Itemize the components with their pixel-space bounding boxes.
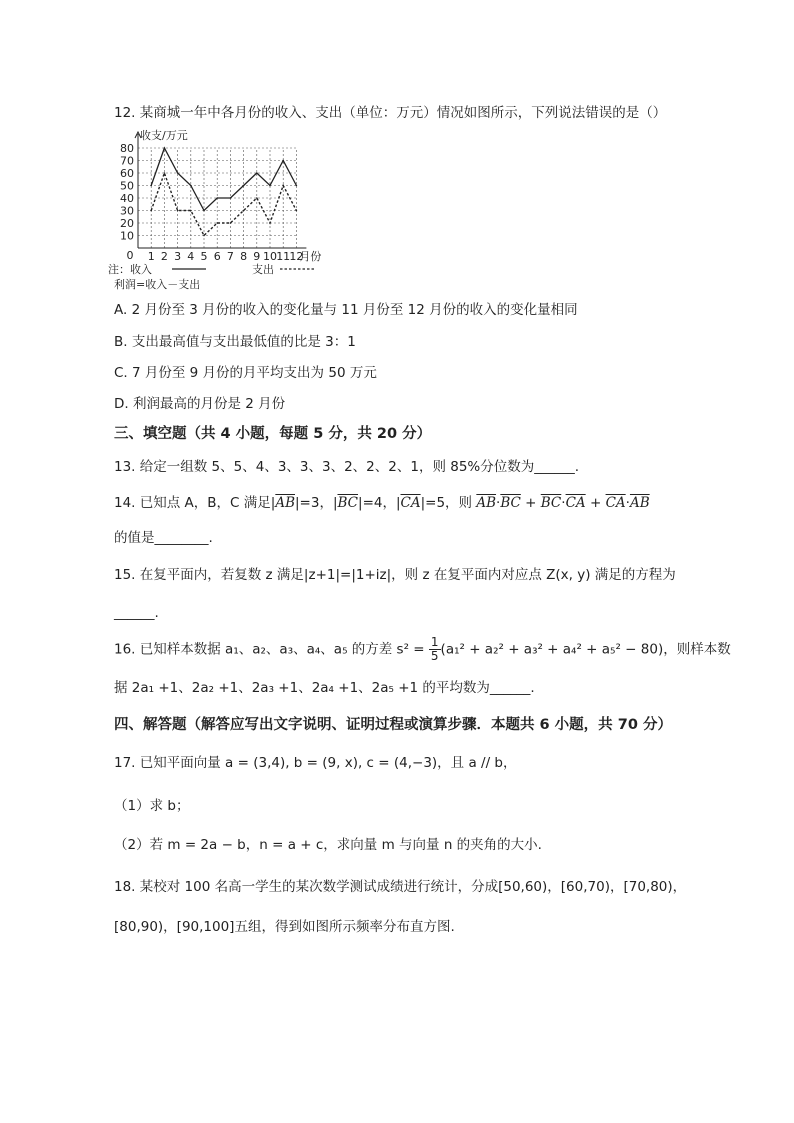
data-point [164,147,166,149]
x-tick-label: 9 [253,250,261,263]
x-tick-label: 3 [174,250,182,263]
q13-text: 13. 给定一组数 5、5、4、3、3、3、2、2、2、1，则 85%分位数为______. [114,459,580,475]
q14-prefix: 14. 已知点 A，B，C 满足| [114,495,276,511]
fraction-one-fifth [429,636,441,663]
y-tick-label: 20 [120,217,134,230]
series-expense-line [151,173,296,236]
series-income-line [151,148,296,211]
data-point [190,185,192,187]
data-point [177,210,179,212]
data-point [216,222,218,224]
q12-stem: 12. 某商城一年中各月份的收入、支出（单位：万元）情况如图所示，下列说法错误的是（） [114,105,667,121]
q12-option-b: B. 支出最高值与支出最低值的比是 3：1 [114,334,356,350]
note-income-label: 注：收入 [108,263,152,276]
vec-ca: $\overline{CA}$ [400,495,421,511]
x-tick-label: 1 [147,250,155,263]
q14-eq4: |=4，| [358,495,401,511]
x-tick-label: 12 [289,250,304,263]
q14-line1 [114,494,650,512]
chart-note [108,262,314,291]
data-point [256,197,258,199]
x-tick-label: 4 [187,250,195,263]
vec-ca-2: $\overline{CA}$ [565,495,586,511]
x-axis-title: 月份 [299,250,322,263]
q16-line1 [114,636,731,663]
dot-3: · [625,495,630,511]
q12-option-d: D. 利润最高的月份是 2 月份 [114,396,286,412]
x-tick-label: 7 [226,250,234,263]
y-tick-label: 40 [120,192,134,205]
data-point [243,210,245,212]
x-tick-label: 6 [213,250,221,263]
x-tick-label: 5 [200,250,208,263]
plus-1: + [525,495,537,511]
frac-denominator: 5 [430,649,439,663]
x-tick-label: 2 [160,250,168,263]
q14-eq5: |=5，则 [420,495,473,511]
x-tick-label: 10 [263,250,277,263]
q15-line1: 15. 在复平面内，若复数 z 满足|z+1|=|1+iz|，则 z 在复平面内对应点 Z(x, y) 满足的方程为 [114,567,676,583]
y-tick-label: 50 [120,179,134,193]
data-point [230,222,232,224]
origin-label: 0 [126,249,134,262]
vec-bc: $\overline{BC}$ [337,495,359,511]
q16-prefix: 16. 已知样本数据 a₁、a₂、a₃、a₄、a₅ 的方差 s² = [114,641,425,658]
chart-axes [135,132,306,248]
q16-rest: (a₁² + a₂² + a₃² + a₄² + a₅² − 80)，则样本数 [440,641,731,658]
data-point [164,172,166,174]
section3-heading: 三、填空题（共 4 小题，每题 5 分，共 20 分） [114,426,432,442]
data-point [150,210,152,212]
data-point [243,185,245,187]
q14-eq3: |=3，| [295,495,338,511]
dot-2: · [561,495,566,511]
y-tick-label: 10 [120,229,134,243]
data-point [296,185,298,187]
data-point [190,210,192,212]
section4-heading: 四、解答题（解答应写出文字说明、证明过程或演算步骤．本题共 6 小题，共 70 分） [114,717,672,733]
y-tick-label: 80 [120,142,134,155]
data-point [150,185,152,187]
y-tick-label: 60 [120,167,134,180]
income-expense-line-chart [108,124,368,292]
data-point [216,197,218,199]
q14-line2: 的值是________. [114,530,213,546]
plus-2: + [589,495,602,511]
y-tick-label: 30 [120,204,134,218]
q16-line2: 据 2a₁ +1、2a₂ +1、2a₃ +1、2a₄ +1、2a₅ +1 的平均数为______. [114,680,535,696]
vec-ca-3: $\overline{CA}$ [605,495,626,511]
vec-bc-3: $\overline{BC}$ [540,495,562,511]
q18-line2: [80,90)，[90,100]五组，得到如图所示频率分布直方图. [114,919,455,935]
note-profit-definition: 利润=收入－支出 [114,278,201,291]
q17-part2: （2）若 m = 2a − b，n = a + c，求向量 m 与向量 n 的夹角的大小. [114,837,542,853]
data-point [203,235,205,237]
frac-numerator: 1 [430,635,439,649]
q15-line2: ______. [114,605,159,621]
dot-1: · [496,495,501,511]
vec-bc-2: $\overline{BC}$ [500,495,521,511]
data-point [282,185,284,187]
data-point [256,172,258,174]
data-point [282,160,284,162]
q18-line1: 18. 某校对 100 名高一学生的某次数学测试成绩进行统计，分成[50,60)，[60,70)，[70,80)， [114,879,687,895]
q17-part1: （1）求 b； [114,798,190,814]
vec-ab-2: $\overline{AB}$ [476,495,497,511]
q17-stem: 17. 已知平面向量 a = (3,4), b = (9, x), c = (4,−3)，且 a // b， [114,755,517,771]
data-point [177,172,179,174]
y-tick-label: 70 [120,154,134,168]
vec-ab-3: $\overline{AB}$ [629,495,650,511]
x-tick-label: 11 [276,250,291,263]
data-point [203,210,205,212]
vec-ab: $\overline{AB}$ [275,495,295,511]
data-point [230,197,232,199]
q12-option-c: C. 7 月份至 9 月份的月平均支出为 50 万元 [114,365,377,381]
x-tick-label: 8 [240,250,248,263]
y-axis-title: 收支/万元 [140,129,188,142]
note-expense-label: 支出 [252,263,274,276]
data-point [296,210,298,212]
q12-option-a: A. 2 月份至 3 月份的收入的变化量与 11 月份至 12 月份的收入的变化量相同 [114,302,578,318]
data-point [269,185,271,187]
data-point [269,222,271,224]
